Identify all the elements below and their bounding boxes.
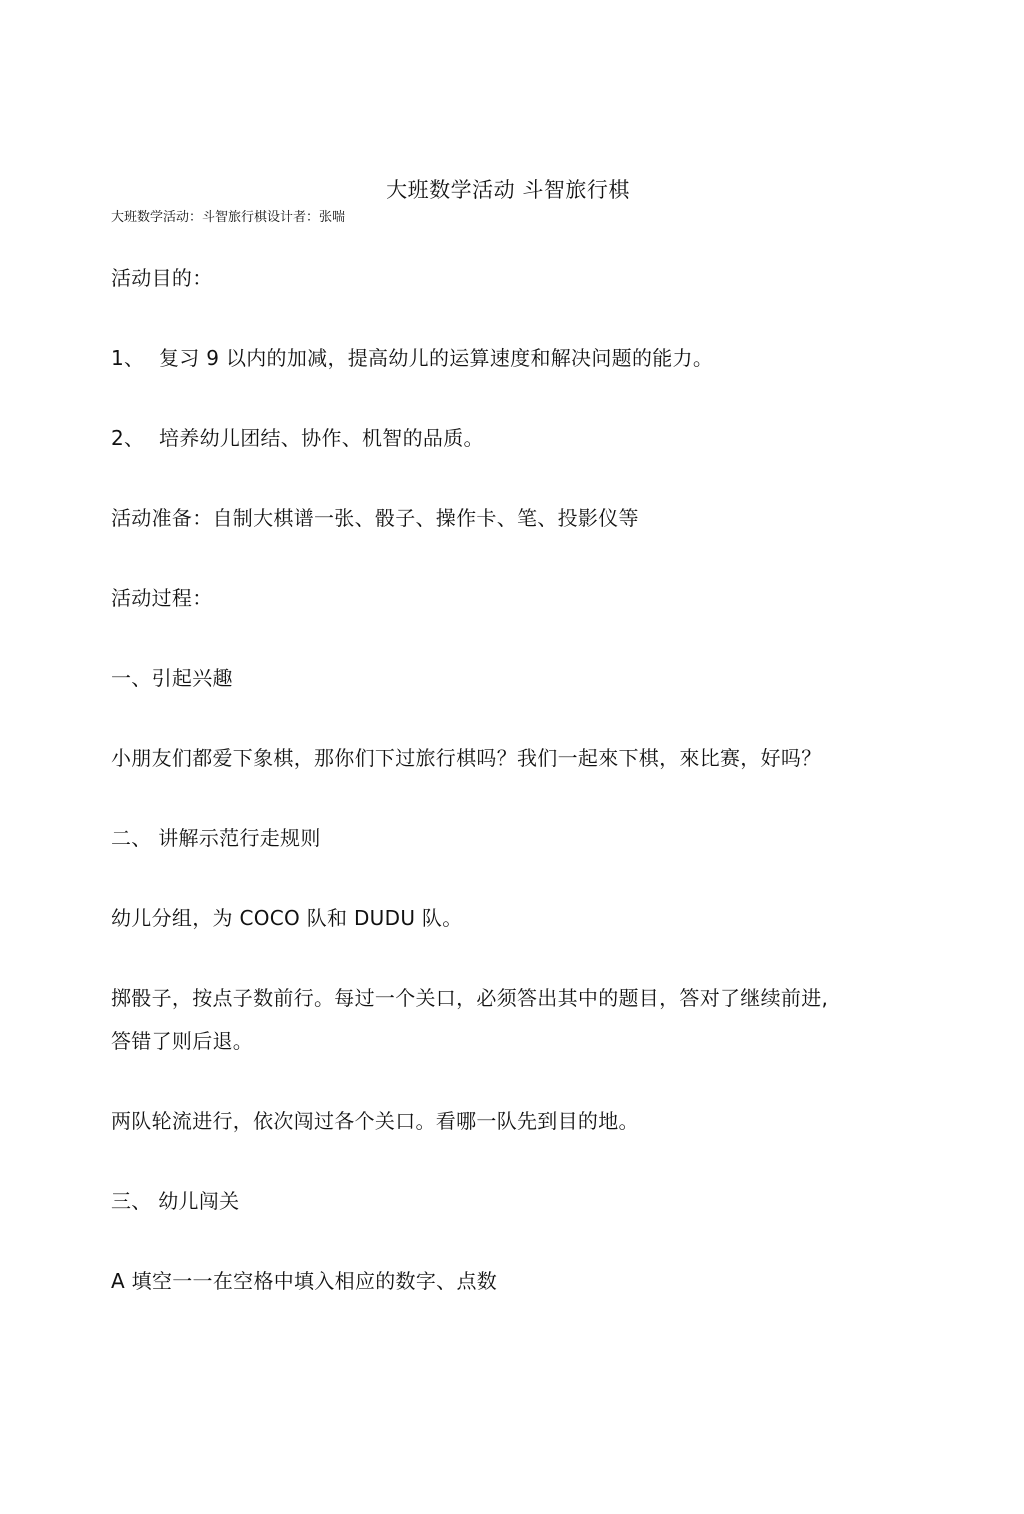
goal-text: 培养幼儿团结、协作、机智的品质。 xyxy=(159,426,484,450)
document-title: 大班数学活动 斗智旅行棋 xyxy=(386,178,630,202)
process-heading: 活动过程： xyxy=(111,586,213,610)
goal-text: 复习 9 以内的加减，提高幼儿的运算速度和解决问题的能力。 xyxy=(159,346,714,370)
preparation-text: 活动准备：自制大棋谱一张、骰子、操作卡、笔、投影仪等 xyxy=(111,506,639,530)
section-3-heading: 三、 幼儿闯关 xyxy=(111,1189,240,1213)
section-1-heading: 一、引起兴趣 xyxy=(111,666,233,690)
section-3-text: A 填空一一在空格中填入相应的数字、点数 xyxy=(111,1269,498,1293)
section-2-heading: 二、 讲解示范行走规则 xyxy=(111,826,321,850)
section-2-text-rules-line-1: 掷骰子，按点子数前行。每过一个关口，必须答出其中的题目，答对了继续前进, xyxy=(111,986,829,1010)
goal-number: 2、 xyxy=(111,426,145,450)
goal-number: 1、 xyxy=(111,346,145,370)
goal-item-2 xyxy=(111,422,484,451)
section-2-text-turns: 两队轮流进行，依次闯过各个关口。看哪一队先到目的地。 xyxy=(111,1109,639,1133)
document-subtitle: 大班数学活动：斗智旅行棋设计者：张喘 xyxy=(111,210,346,225)
goal-item-1 xyxy=(111,342,713,371)
section-1-text: 小朋友们都爱下象棋，那你们下过旅行棋吗？我们一起來下棋，來比赛，好吗？ xyxy=(111,746,822,770)
goals-heading: 活动目的： xyxy=(111,266,213,290)
section-2-text-teams: 幼儿分组，为 COCO 队和 DUDU 队。 xyxy=(111,906,463,930)
section-2-text-rules-line-2: 答错了则后退。 xyxy=(111,1029,254,1053)
